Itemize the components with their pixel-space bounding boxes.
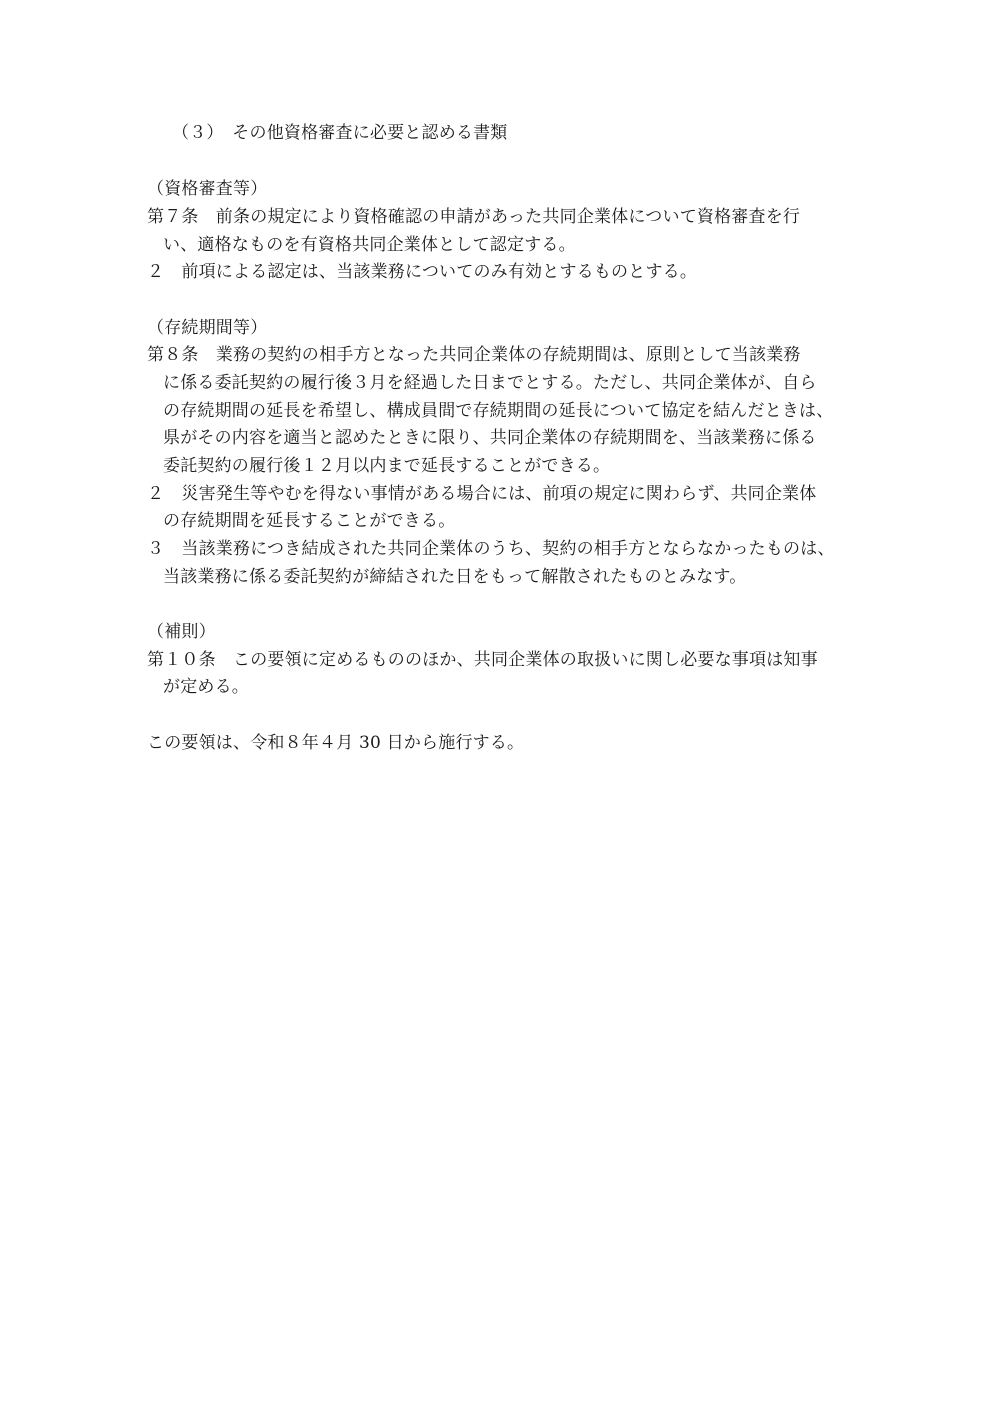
- article-8-paragraph-3-line-1: ３ 当該業務につき結成された共同企業体のうち、契約の相手方とならなかったものは、: [147, 539, 835, 559]
- list-item-3: （３） その他資格審査に必要と認める書類: [172, 123, 508, 143]
- article-8-line-2: に係る委託契約の履行後３月を経過した日までとする。ただし、共同企業体が、自ら: [163, 373, 817, 393]
- article-8-line-1: 第８条 業務の契約の相手方となった共同企業体の存続期間は、原則として当該業務: [147, 345, 801, 365]
- article-8-paragraph-3-line-2: 当該業務に係る委託契約が締結された日をもって解散されたものとみなす。: [163, 567, 747, 587]
- section-heading-supplementary: （補則）: [147, 622, 216, 642]
- article-7-paragraph-2: ２ 前項による認定は、当該業務についてのみ有効とするものとする。: [147, 262, 698, 282]
- article-7-line-2: い、適格なものを有資格共同企業体として認定する。: [163, 235, 576, 255]
- article-8-line-5: 委託契約の履行後１２月以内まで延長することができる。: [163, 456, 611, 476]
- enforcement-statement: この要領は、令和８年４月 30 日から施行する。: [147, 733, 525, 753]
- article-7-line-1: 第７条 前条の規定により資格確認の申請があった共同企業体について資格審査を行: [147, 207, 801, 227]
- article-10-line-1: 第１０条 この要領に定めるもののほか、共同企業体の取扱いに関し必要な事項は知事: [147, 650, 818, 670]
- article-8-paragraph-2-line-1: ２ 災害発生等やむを得ない事情がある場合には、前項の規定に関わらず、共同企業体: [147, 484, 817, 504]
- article-8-paragraph-2-line-2: の存続期間を延長することができる。: [163, 511, 456, 531]
- section-heading-duration: （存続期間等）: [147, 318, 268, 338]
- section-heading-qualification: （資格審査等）: [147, 179, 268, 199]
- article-8-line-4: 県がその内容を適当と認めたときに限り、共同企業体の存続期間を、当該業務に係る: [163, 428, 817, 448]
- article-8-line-3: の存続期間の延長を希望し、構成員間で存続期間の延長について協定を結んだときは、: [163, 401, 834, 421]
- article-10-line-2: が定める。: [163, 677, 249, 697]
